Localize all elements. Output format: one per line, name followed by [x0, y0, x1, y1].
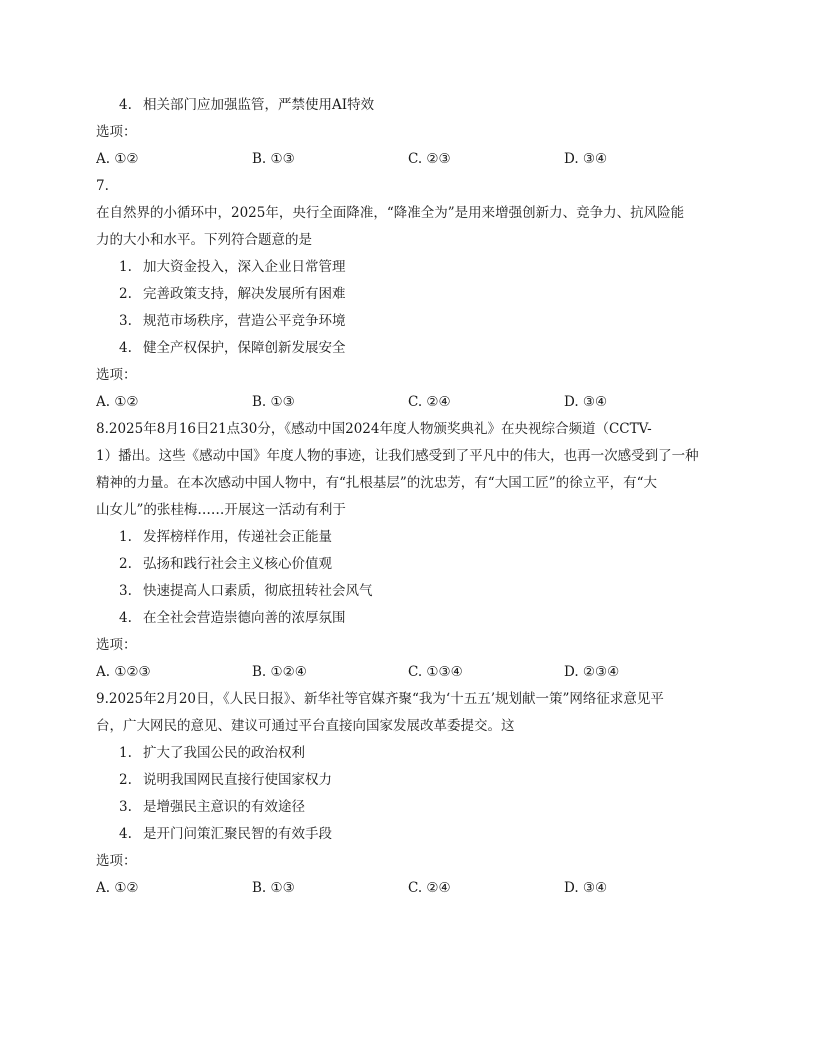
statement-number: 4.	[119, 340, 132, 356]
question-6-tail	[96, 92, 726, 173]
statement-number: 1.	[119, 529, 132, 545]
statement-number: 4.	[119, 610, 132, 626]
statement-item	[96, 308, 726, 335]
options-row	[96, 875, 726, 902]
option-c: C. ②③	[408, 151, 451, 167]
statement-text: 在全社会营造崇德向善的浓厚氛围	[143, 610, 346, 626]
statement-number: 1.	[119, 745, 132, 761]
option-a: A. ①②	[96, 151, 139, 167]
option-c: C. ②④	[408, 880, 451, 896]
question-stem-line: 山女儿”的张桂梅……开展这一活动有利于	[96, 502, 346, 518]
statement-text: 健全产权保护，保障创新发展安全	[143, 340, 346, 356]
option-c: C. ①③④	[408, 664, 463, 680]
option-a: A. ①②③	[96, 664, 151, 680]
question-stem-line: 台，广大网民的意见、建议可通过平台直接向国家发展改革委提交。这	[96, 718, 515, 734]
statement-text: 完善政策支持，解决发展所有困难	[143, 286, 346, 302]
option-b: B. ①③	[252, 880, 295, 896]
question-stem-line: 9.2025年2月20日，《人民日报》、新华社等官媒齐聚“我为‘十五五’规划献一策”网络征求意见平	[96, 691, 664, 707]
statement-item	[96, 335, 726, 362]
statement-item	[96, 92, 726, 119]
question-9	[96, 686, 726, 902]
statement-item	[96, 740, 726, 767]
options-label: 选项：	[96, 124, 137, 140]
exam-page	[96, 92, 726, 902]
statement-number: 2.	[119, 286, 132, 302]
option-d: D. ②③④	[564, 664, 620, 680]
statement-number: 2.	[119, 556, 132, 572]
statement-text: 加大资金投入，深入企业日常管理	[143, 259, 346, 275]
statement-item	[96, 767, 726, 794]
option-d: D. ③④	[564, 151, 608, 167]
options-row	[96, 389, 726, 416]
question-stem-line: 精神的力量。在本次感动中国人物中，有“扎根基层”的沈忠芳，有“大国工匠”的徐立平，有“大	[96, 475, 658, 491]
question-stem-line: 力的大小和水平。下列符合题意的是	[96, 232, 312, 248]
options-row	[96, 146, 726, 173]
statement-number: 3.	[119, 313, 132, 329]
question-7	[96, 173, 726, 416]
option-d: D. ③④	[564, 880, 608, 896]
statement-number: 1.	[119, 259, 132, 275]
question-stem-line: 在自然界的小循环中，2025年，央行全面降准，“降准全为”是用来增强创新力、竞争力、抗风险能	[96, 205, 685, 221]
options-label: 选项：	[96, 853, 137, 869]
statement-item	[96, 578, 726, 605]
statement-item	[96, 605, 726, 632]
statement-item	[96, 254, 726, 281]
option-b: B. ①②④	[252, 664, 307, 680]
question-stem-line: 8.2025年8月16日21点30分，《感动中国2024年度人物颁奖典礼》在央视综合频道（CCTV-	[96, 421, 652, 437]
statement-text: 是开门问策汇聚民智的有效手段	[143, 826, 332, 842]
question-8	[96, 416, 726, 686]
statement-text: 快速提高人口素质，彻底扭转社会风气	[143, 583, 373, 599]
statement-item	[96, 821, 726, 848]
statement-text: 说明我国网民直接行使国家权力	[143, 772, 332, 788]
statement-number: 3.	[119, 583, 132, 599]
option-a: A. ①②	[96, 394, 139, 410]
statement-text: 规范市场秩序，营造公平竞争环境	[143, 313, 346, 329]
statement-item	[96, 524, 726, 551]
question-stem-line: 1）播出。这些《感动中国》年度人物的事迹，让我们感受到了平凡中的伟大，也再一次感受到了一种	[96, 448, 699, 464]
statement-item	[96, 794, 726, 821]
statement-item	[96, 281, 726, 308]
option-d: D. ③④	[564, 394, 608, 410]
option-b: B. ①③	[252, 394, 295, 410]
statement-text: 是增强民主意识的有效途径	[143, 799, 305, 815]
statement-number: 4.	[119, 826, 132, 842]
question-number: 7.	[96, 178, 109, 194]
statement-text: 弘扬和践行社会主义核心价值观	[143, 556, 332, 572]
statement-number: 4.	[119, 97, 132, 113]
options-label: 选项：	[96, 637, 137, 653]
statement-item	[96, 551, 726, 578]
options-row	[96, 659, 726, 686]
option-b: B. ①③	[252, 151, 295, 167]
statement-number: 3.	[119, 799, 132, 815]
option-c: C. ②④	[408, 394, 451, 410]
statement-text: 相关部门应加强监管，严禁使用AI特效	[143, 97, 375, 113]
statement-text: 扩大了我国公民的政治权利	[143, 745, 305, 761]
option-a: A. ①②	[96, 880, 139, 896]
statement-number: 2.	[119, 772, 132, 788]
options-label: 选项：	[96, 367, 137, 383]
statement-text: 发挥榜样作用，传递社会正能量	[143, 529, 332, 545]
